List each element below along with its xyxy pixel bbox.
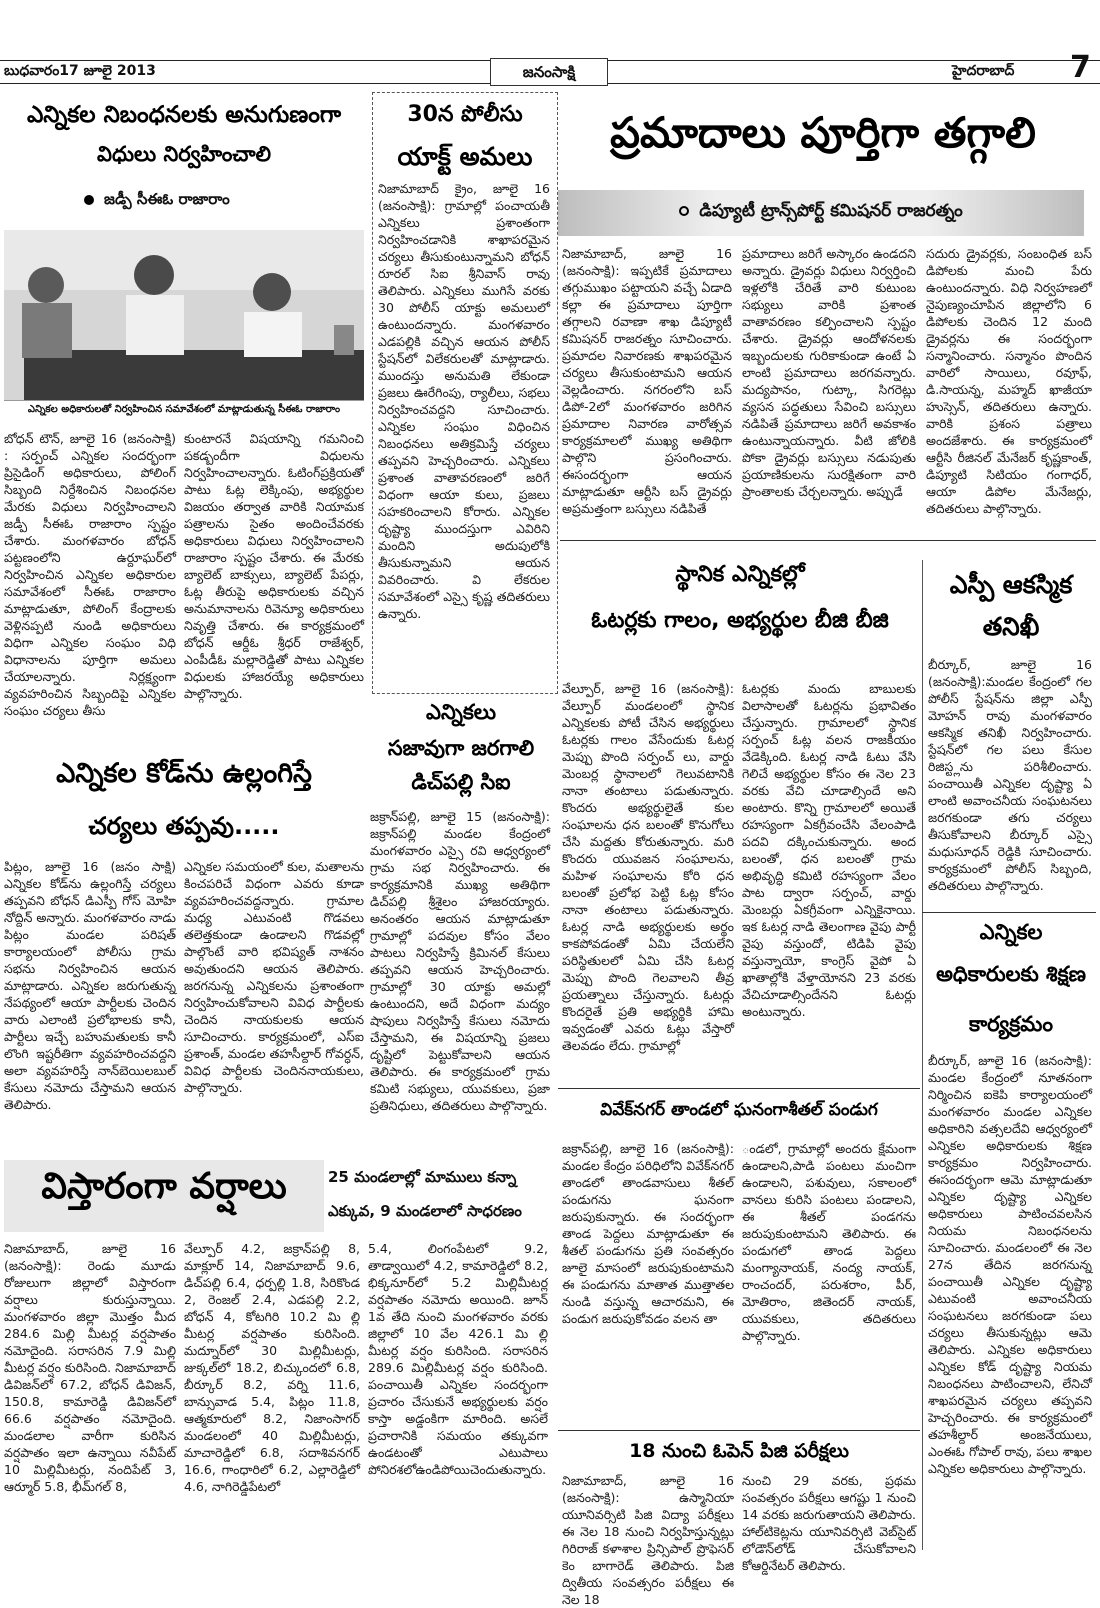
code-column-1: పిట్లం, జూలై 16 (జనం సాక్షి) ఎన్నికల కోడ్‌ను ఉల్లంగిస్తే చర్యలు తప్పవని బోధన్ డిఎస్పీ గోస్ మోహి నోద్దిన్ అన్నారు. మంగళవారం నాడు పిట్లం మండల పరిషత్ కార్యాలయంలో పోలీసు గ్రామ సభను నిర్వహించిన ఆయన మాట్లాడారు. ఎన్నికల జరుగుతున్న నేపథ్యంలో ఆయా పార్టీలకు చెందిన వారు ఎలాంటి ప్రలోభాలకు కానీ, పార్టీలు ఇచ్చే బహుమతులకు కానీ లొంగి ఇష్టరీతిగా వ్యవహరించవద్దని అలా వ్యవహరిస్తే నాన్‌బెయిలబుల్ కేసులు నమోదు చేస్తామని ఆయన తెలిపారు.	[4, 859, 176, 1112]
exams-column-1: నిజామాబాద్, జూలై 16 (జనంసాక్షి): ఉస్మానియా యూనివర్సిటి పిజి విద్యా పరీక్షలు ఈ నెల 18 నుంచి నిర్వహిస్తున్నట్లు గిరిరాజ్ కళాశాల ప్రిన్సిపాల్ ప్రొఫెసర్ కెం బాగారెడ్ తెలిపారు. పిజి ద్వితీయ సంవత్సరం పరీక్షలు ఈ నెల 18	[562, 1473, 734, 1607]
sp-headline-line2: తనిఖీ	[982, 612, 1040, 641]
circle-bullet-icon	[679, 206, 689, 216]
exams-headline: 18 నుంచి ఓపెన్ పిజి పరీక్షలు	[629, 1440, 849, 1462]
paper-logo: జనంసాక్షి	[490, 58, 608, 86]
divider	[560, 540, 1096, 541]
rain-subheadline-line1: 25 మండలాల్లో మాములు కన్నా	[328, 1168, 517, 1186]
cond-headline-line3: డిచ్‌పల్లి సిఐ	[411, 770, 511, 794]
code-headline-line2: చర్యలు తప్పవు.....	[88, 812, 280, 840]
story1-byline	[84, 190, 230, 212]
police-body: నిజామాబాద్ క్రైం, జూలై 16 (జనంసాక్షి): గ్రామాల్లో పంచాయతీ ఎన్నికలు ప్రశాంతంగా నిర్వహించడానికి శాఖాపరమైన చర్యలు తీసుకుంటున్నామని బోధన్ రూరల్ సిఐ శ్రీనివాస్ రావు తెలిపారు. ఎన్నికలు ముగిసే వరకు 30 పోలీస్ యాక్టు అమలులో ఉంటుందన్నారు. మంగళవారం ఎడపల్లికి వచ్చిన ఆయన పోలీస్ స్టేషన్‌లో విలేకరులతో మాట్లాడారు. ముందస్తు అనుమతి లేకుండా ప్రజలు ఊరేగింపు, ర్యాలీలు, సభలు నిర్వహించవద్దని సూచించారు. ఎన్నికల సంఘం విధించిన నిబంధనలు అతిక్రమిస్తే చర్యలు తప్పవని హెచ్చరించారు. ఎన్నికలు ప్రశాంత వాతావరణంలో జరిగే విధంగా ఆయా కులు, ప్రజలు సహకరించాలని కోరారు. ఎన్నికల దృష్ట్యా ముందస్తుగా ఎవిరిని మందిని అదుపులోకి తీసుకున్నామని ఆయన వివరించారు. వి లేకరుల సమావేశంలో ఎస్సై కృష్ణ తదితరులు ఉన్నారు.	[378, 181, 550, 621]
code-headline-line1: ఎన్నికల కోడ్‌ను ఉల్లంగిస్తే	[56, 758, 312, 789]
story1-column-2: కుంటారనే విషయాన్ని గమనించి పకడ్బందీగా విధులను నిర్వహించాలన్నారు. ఓటింగ్‌ప్రక్రియతో పాటు ఓట్ల లెక్కింపు, అభ్యర్థుల విజయం తర్వాత వారికి నియామక పత్రాలను సైతం అందించేవరకు అధికారులు విధులు నిర్వహించాలని రాజారాం స్పష్టం చేశారు. ఈ మేరకు బ్యాలెట్ బాక్సులు, బ్యాలెట్ పేపర్లు, ఓట్ల తీరుపై అధికారులకు వచ్చిన అనుమానాలను రివెన్యూ అధికారులు నివృత్తి చేశారు. ఈ కార్యక్రమంలో బోధన్ ఆర్డీఓ శ్రీధర్ రాజేశ్వర్, ఎంపీడీఓ మల్లారెడ్డితో పాటు ఎన్నికల విధులకు హాజరయ్యే అధికారులు పాల్గొన్నారు.	[184, 431, 364, 701]
rain-column-1: నిజామాబాద్, జూలై 16 (జనంసాక్షి): రెండు మూడు రోజులుగా జిల్లాలో విస్తారంగా వర్షాలు కురుస్తున్నాయి. మంగళవారం జిల్లా మొత్తం మీద 284.6 మిల్లి మీటర్ల వర్షపాతం నమోదైంది. సరాసరిన 7.9 మిల్లి మీటర్ల వర్షం కురిసింది. నిజామాబాద్ డివిజన్‌లో 67.2, బోధన్ డివిజన్, 150.8, కామారెడ్డి డివిజన్‌లో 66.6 వర్షపాతం నమోదైంది. మండలాల వారీగా కురిసిన వర్షపాతం ఇలా ఉన్నాయి నవీపేట్ 10 మిల్లిమీటర్లు, నందిపేట్ 3, ఆర్మూర్ 5.8, భీమ్‌గల్ 8,	[4, 1241, 176, 1494]
page-number: 7	[1070, 50, 1091, 85]
meeting-photo	[4, 230, 364, 400]
edition-label: హైదరాబాద్	[952, 63, 1015, 79]
story1-headline-line2: విధులు నిర్వహించాలి	[97, 142, 271, 166]
rain-subheadline-line2: ఎక్కువ, 9 మండలాలో సాధరణం	[328, 1202, 522, 1220]
column-divider	[922, 560, 923, 1550]
police-headline-line1: 30న పోలీసు	[407, 102, 523, 127]
story1-byline-text: జడ్పీ సీఈఓ రాజారాం	[104, 190, 230, 208]
main-byline-text: డిప్యూటీ ట్రాన్స్‌పోర్ట్ కమిషనర్ రాజరత్నం	[699, 201, 963, 221]
festival-column-2: ండలో, గ్రామాల్లో అందరు క్షేమంగా ఉండాలని,పాడి పంటలు మంచిగా ఉండాలని, పశువులు, సకాలంలో వానలు కురిసి పంటలు పండాలని, ఈ శీతల్ పండగను జరుపుకుంటామని తెలిపారు. ఈ పండుగలో తాండ పెద్దలు మంగ్యానాయక్, నంద్య నాయక్, రాంచందర్, పరుశరాం, పీర్, మోతిరాం, జితెందర్ నాయక్, యువకులు, తదితరులు పాల్గొన్నారు.	[742, 1141, 916, 1343]
local-column-1: వేల్పూర్, జూలై 16 (జనంసాక్షి): వేల్పూర్ మండలంలో స్థానిక ఎన్నికలకు పోటీ చేసిన అభ్యర్థులు ఓటర్లకు గాలం వేసేందుకు ఓటర్ల మెప్పు పొంది సర్పంచ్ లు, వార్డు మెంబర్ల స్థానాలలో గెలువటానికి నానా తంటాలు పడుతున్నారు. కొందరు అభ్యర్థులైతే కుల సంఘాలను ధన బలంతో కొనుగోలు చేసి మద్దతు కోరుతున్నారు. మరి కొందరు యువజన సంఘాలను, మహిళ సంఘాలను కోరి ధన బలంతో ప్రలోభ పెట్టి ఓట్ల కోసం నానా తంటాలు పడుతున్నారు. ఓటర్ల నాడి అభ్యర్థులకు అర్థం కాకపోవడంతో ఏమి చేయలేని పరిస్థితులలో ఏమి చేసి ఓటర్ల మెప్పు పొంది గెలవాలని తీవ్ర ప్రయత్నాలు చేస్తున్నారు. ఓటర్లు కొందరైతే ప్రతి అభ్యర్థికి హామి ఇవ్వడంతో ఎవరు ఓట్లు వేస్తారో తెలవడం లేదు. గ్రామాల్లో	[562, 681, 734, 1053]
rain-column-2: వేల్పూర్ 4.2, జక్రాన్‌పల్లి 8, మాక్లూర్ 14, నిజామాబాద్ 9.6, డిచ్‌పల్లి 6.4, ధర్పల్లి 1.8, సిరికొండ 2, రెంజల్ 2.4, ఎడపల్లి 2.2, బోధన్ 4, కోటగిరి 10.2 మి ల్లి మీటర్ల వర్షపాతం కురిసింది. మద్నూర్‌లో 30 మిల్లిమీటర్లు, జుక్కల్‌లో 18.2, బిచ్కుందలో 6.8, బీర్కూర్ 8.2, వర్ని 11.6, బాన్సువాడ 5.4, పిట్లం 11.8, ఆత్మకూరులో 8.2, నిజాంసాగర్ మండలంలో 40 మిల్లిమీటర్లు, మాచారెడ్డిలో 6.8, సదాశివనగర్ 16.6, గాంధారిలో 6.2, ఎల్లారెడ్డిలో 4.6, నాగిరెడ్డిపేటలో	[184, 1241, 360, 1494]
meeting-photo-illustration	[4, 230, 364, 400]
divider	[922, 912, 1096, 913]
story1-column-1: బోధన్ టౌన్, జూలై 16 (జనంసాక్షి) : సర్పంచ్ ఎన్నికల సందర్భంగా ప్రిసైడింగ్ అధికారులు, పోలింగ్ సిబ్బంది నిర్దేశించిన నిబంధనల మేరకు విధులు నిర్వహించాలని జడ్పీ సీఈఓ రాజారాం స్పష్టం చేశారు. మంగళవారం బోధన్ పట్టణంలోని ఉర్దూఘర్‌లో నిర్వహించిన ఎన్నికల అధికారుల సమావేశంలో సీఈఓ రాజారాం మాట్లాడుతూ, పోలింగ్ కేంద్రాలకు వెళ్లినప్పటి నుండి అధికారులు విధిగా ఎన్నికల సంఘం విధి విధానాలను పూర్తిగా అమలు చేయాలన్నారు. నిర్లక్ష్యంగా వ్యవహరించిన సిబ్బందిపై ఎన్నికల సంఘం చర్యలు తీసు	[4, 431, 176, 718]
bullet-icon	[84, 195, 94, 205]
divider	[558, 1430, 920, 1431]
rain-headline: విస్తారంగా వర్షాలు	[41, 1166, 287, 1207]
police-headline-line2: యాక్ట్ అమలు	[397, 142, 533, 171]
main-column-2: ప్రమాదాలు జరిగే అస్కారం ఉండదని అన్నారు. డ్రైవర్లు విధులు నిర్వర్తించి ఇళ్లలోకి చేరితే వారి కుటుంబ సభ్యులు వారికి ప్రశాంత వాతావరణం కల్పించాలని స్పష్టం చేశారు. డ్రైవర్లు ఆందోళనలకు ఇబ్బందులకు గురికాకుండా ఉంటే ఏ లాంటి ప్రమాదాలు జరగవన్నారు. మద్యపానం, గుట్కా, సిగరెట్లు వ్యసన పద్ధతులు సేవించి బస్సులు నడిపితే ప్రమాదాలు జరిగే అవకాశం ఉంటున్నాయన్నారు. వీటి జోలికి పోకా డ్రైవర్లు బస్సులు నడుపుతు ప్రయాణికులను సురక్షితంగా వారి ప్రాంతాలకు చేర్చలన్నారు. అప్పుడే	[742, 246, 916, 499]
cond-body: జక్రాన్‌పల్లి, జూలై 15 (జనంసాక్షి): జక్రాన్‌పల్లి మండల కేంద్రంలో మంగళవారం ఎస్సై రవి ఆధ్వర్యంలో గ్రామ సభ నిర్వహించారు. ఈ కార్యక్రమానికి ముఖ్య అతిథిగా డిచ్‌పల్లి శ్రీశైలం హాజరయ్యారు. అనంతరం ఆయన మాట్లాడుతూ గ్రామాల్లో పదవుల కోసం వేలం పాటలు నిర్వహిస్తే క్రిమినల్ కేసులు తప్పవని ఆయన హెచ్చరించారు. గ్రామాల్లో 30 యాక్టు అమల్లో ఉంటుందని, అదే విధంగా మద్యం షాపులు నిర్వహిస్తే కేసులు నమోదు చేస్తామని, ఈ విషయాన్ని ప్రజలు దృష్టిలో పెట్టుకోవాలని ఆయన తెలిపారు. ఈ కార్యక్రమంలో గ్రామ కమిటి సభ్యులు, యువకులు, ప్రజా ప్రతినిధులు, తదితరులు పాల్గొన్నారు.	[370, 809, 550, 1113]
officers-body: బీర్కూర్, జూలై 16 (జనంసాక్షి): మండల కేంద్రంలో నూతనంగా నిర్మించిన ఐకెపి కార్యాలయంలో మంగళవారం మండల ఎన్నికల అధికారిని వత్సలదేవి ఆధ్వర్యంలో ఎన్నికల అధికారులకు శిక్షణ కార్యక్రమం నిర్వహించారు. ఈసందర్భంగా ఆమె మాట్లాడుతూ ఎన్నికల దృష్ట్యా ఎన్నికల అధికారులు పాటించవలసిన నియమ నిబంధనలను సూచించారు. మండలంలో ఈ నెల 27న తేదిన జరగనున్న పంచాయితీ ఎన్నికల దృష్ట్యా ఎటువంటి అవాంచనీయ సంఘటనలు జరగకుండా పలు చర్యలు తీసుకున్నట్లు ఆమె తెలిపారు. ఎన్నికల అధికారులు ఎన్నికల కోడ్ దృష్ట్యా నియమ నిబంధనలు పాటించాలని, లేనిచో శాఖపరమైన చర్యలు తప్పవని హెచ్చరించారు. ఈ కార్యక్రమంలో తహశీల్దార్ అంజనేయులు, ఎంఈఓ గోపాల్ రావు, పలు శాఖల ఎన్నికల అధికారులు పాల్గొన్నారు.	[928, 1053, 1092, 1476]
officers-headline-line1: ఎన్నికల	[979, 920, 1043, 944]
photo-caption: ఎన్నికల అధికారులతో నిర్వహించిన సమావేశంలో మాట్లాడుతున్న సీఈఓ రాజారాం	[4, 400, 364, 419]
rain-column-3: 5.4, లింగంపేటలో 9.2, తాడ్వాయిలో 4.2, కామారెడ్డిలో 8.2, భిక్కనూర్‌లో 5.2 మిల్లిమీటర్ల వర్షపాతం నమోదు అయింది. జూన్ 1వ తేది నుంచి మంగళవారం వరకు జిల్లాలో 10 వేల 426.1 మి ల్లి మీటర్ల వర్షం కురిసింది. సరాసరిన 289.6 మిల్లిమీటర్ల వర్షం కురిసింది. పంచాయితీ ఎన్నికల సందర్భంగా ప్రచారం చేసుకునే అభ్యర్థులకు వర్షం కాస్తా అడ్డంకిగా మారింది. అసలే ప్రచారానికి సమయం తక్కువగా ఉండటంతో ఎటుపాలు పోనిరశలోఉండిపోయిచెందుతున్నారు.	[368, 1241, 548, 1477]
festival-column-1: జక్రాన్‌పల్లి, జూలై 16 (జనంసాక్షి): మండల కేంద్రం పరిధిలోని వివేక్‌నగర్ తాండలో తాండవాసులు శీతల్ పండుగను ఘనంగా జరుపుకున్నారు. ఈ సందర్భంగా తాండ పెద్దలు మాట్లాడుతూ ఈ శీతల్ పండుగను ప్రతి సంవత్సరం జూలై మాసంలో జరుపుకుంటామని ఈ పండుగను మాతాత ముత్తాతల నుండి వస్తున్న ఆచారమని, ఈ పండుగ జరుపుకోవడం వలన తా	[562, 1141, 734, 1326]
local-column-2: ఓటర్లకు మందు బాబులకు విలాసాలతో ఓటర్లను ప్రభావితం చేస్తున్నారు. గ్రామాలలో స్థానిక సర్పంచ్ ఓట్ల వలన రాజకీయం వేడెక్కింది. ఓటర్ల నాడి ఓటు వేసి గెలిచే అభ్యర్థుల కోసం ఈ నెల 23 వరకు వేచి చూడాల్సిందే అని అంటారు. కొన్ని గ్రామాలలో అయితే రహస్యంగా ఏకగ్రీవంచేసి వేలంపాడి పదవి దక్కించుకున్నారు. అంద బలంతో, ధన బలంతో గ్రామ అభివృద్ధి కమిటి రహస్యంగా వేలం పాట ద్వారా సర్పంచ్, వార్డు మెంబర్లు ఏకగ్రీవంగా ఎన్నికైనాయి. ఇక ఓటర్ల నాడి తెలంగాణ వైపు పార్టీ వైపు వస్తుందో, టిడిపి వైపు వస్తున్నాయో, కాంగ్రెస్ వైపో ఏ ఖాతాల్లోకి వేళ్తాయోనని 23 వరకు వేచిచూడాల్సిందేనని ఓటర్లు అంటున్నారు.	[742, 681, 916, 1019]
local-headline-line2: ఓటర్లకు గాలం, అభ్యర్థుల బీజి బీజి	[591, 608, 889, 633]
issue-date: బుధవారం17 జూలై 2013	[4, 63, 156, 79]
festival-headline: వివేక్‌నగర్ తాండలో ఘనంగాశీతల్ పండుగ	[600, 1100, 878, 1120]
sp-body: బీర్కూర్, జూలై 16 (జనంసాక్షి):మండల కేంద్రంలో గల పోలీస్ స్టేషన్‌ను జిల్లా ఎస్పీ మోహన్ రావు మంగళవారం ఆకస్మిక తనిఖీ నిర్వహించారు. స్టేషన్‌లో గల పలు కేసుల రిజిస్ట్లను పరిశీలించారు. పంచాయితీ ఎన్నికల దృష్ట్యా ఏ లాంటి అవాంచనీయ సంఘటనలు జరగకుండా తగు చర్యలు తీసుకోవాలని బీర్కూర్ ఎస్సై మధుసూధన్ రెడ్డికి సూచించారు. కార్యక్రమంలో పోలీస్ సిబ్బంది, తదితరులు పాల్గొన్నారు.	[928, 657, 1092, 893]
code-column-2: ఎన్నికల సమయంలో కుల, మతాలను కించపరిచే విధంగా ఎవరు కూడా వ్యవహరించవద్దన్నారు. గ్రామాల మధ్య ఎటువంటి గొడవలు తలెత్తకుండా ఉండాలని గొడవల్లో పాల్గొంటే వారి భవిష్యత్ నాశనం అవుతుందని ఆయన తెలిపారు. జరగనున్న ఎన్నికలను ప్రశాంతంగా నిర్వహించుకోవాలని వివిధ పార్టీలకు చెందిన నాయకులకు ఆయన సూచించారు. కార్యక్రమంలో, ఎస్‌ఐ ప్రశాంత్, మండల తహసీల్దార్ గోవర్ధన్, వివిధ పార్టీలకు చెందిననాయకులు, పాల్గొన్నారు.	[184, 859, 364, 1095]
officers-headline-line3: కార్యక్రమం	[968, 1012, 1054, 1036]
main-byline	[558, 201, 1084, 225]
main-column-1: నిజామాబాద్, జూలై 16 (జనంసాక్షి): ఇప్పటికే ప్రమాదాలు తగ్గుముఖం పట్టాయని వచ్చే ఏడాది కల్లా ఈ ప్రమాదాలు పూర్తిగా తగ్గాలని రవాణా శాఖ డిప్యూటీ కమిషనర్ రాజరత్నం సూచించారు. ప్రమాదల నివారణకు శాఖపరమైన చర్యలు తీసుకుంటామని ఆయన వెల్లడించారు. నగరంలోని బస్ డిపో-2లో మంగళవారం జరిగిన ప్రమాదాల నివారణ వారోత్సవ కార్యక్రమాలలో ముఖ్య అతిథిగా పాల్గొని ప్రసంగించారు. ఈసందర్భంగా ఆయన మాట్లాడుతూ ఆర్టీసి బస్ డ్రైవర్లు అప్రమత్తంగా బస్సులు నడిపితే	[562, 246, 732, 516]
officers-headline-line2: అధికారులకు శిక్షణ	[936, 962, 1086, 986]
divider	[558, 1088, 920, 1089]
main-column-3: సదురు డ్రైవర్లకు, సంబంధిత బస్ డిపోలకు మంచి పేరు ఉంటుందన్నారు. విధి నిర్వహణలో నైపుణ్యంచూపిన జిల్లాలోని 6 డిపోలకు చెందిన 12 మంది డ్రైవర్లను ఈ సందర్భంగా సన్మానించారు. సన్మానం పొందిన వారిలో సాయిలు, రవూఫ్, డి.సాయన్న, మహ్మద్ ఖాజీయా హుస్సెన్, తదితరులు ఉన్నారు. వారికి ప్రశంస పత్రాలు అందజేశారు. ఈ కార్యక్రమంలో ఆర్టీసి రీజినల్ మేనేజర్ కృష్ణకాంత్, డిప్యూటి సిటియం గంగాధర్, ఆయా డిపోల మేనేజర్లు, తదితరులు పాల్గొన్నారు.	[926, 246, 1092, 516]
local-headline-line1: స్థానిక ఎన్నికల్లో	[675, 562, 805, 587]
story1-headline-line1: ఎన్నికల నిబంధనలకు అనుగుణంగా	[26, 102, 342, 128]
sp-headline-line1: ఎస్పీ ఆకస్మిక	[949, 570, 1073, 599]
cond-headline-line1: ఎన్నికలు	[426, 700, 496, 724]
exams-column-2: నుంచి 29 వరకు, ప్రథమ సంవత్సరం పరీక్షలు ఆగష్టు 1 నుంచి 14 వరకు జరుగుతాయని తెలిపారు. హాల్‌టికెట్లను యూనివర్సిటి వెబ్‌సైట్ లోడౌన్‌లోడ్ చేసుకోవాలని కోఆర్డినేటర్ తెలిపారు.	[742, 1473, 916, 1573]
cond-headline-line2: సజావుగా జరగాలి	[387, 736, 535, 760]
main-headline: ప్రమాదాలు పూర్తిగా తగ్గాలి	[610, 108, 1036, 157]
